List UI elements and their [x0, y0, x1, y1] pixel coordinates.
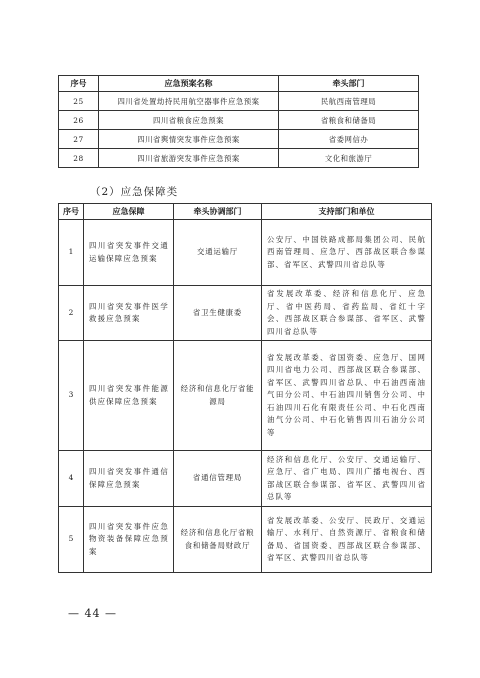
plan-table-2 — [58, 203, 432, 573]
row-lead-dept: 交通运输厅 — [174, 220, 262, 286]
page-number: — 44 — — [68, 607, 117, 620]
table-row — [59, 451, 432, 507]
table-row — [59, 92, 419, 111]
column-header-plan-name: 应急预案名称 — [99, 76, 279, 92]
row-no: 5 — [59, 507, 84, 573]
row-no: 26 — [59, 111, 99, 130]
table-row — [59, 341, 432, 451]
column-header-no: 序号 — [59, 204, 84, 220]
table-row — [59, 286, 432, 341]
row-plan-name: 四川省突发事件医学救援应急预案 — [84, 286, 174, 341]
row-support-units: 经济和信息化厅、公安厅、交通运输厅、应急厅、省广电局、四川广播电视台、西部战区联合参谋部、省军区、武警四川省总队等 — [262, 451, 432, 507]
row-lead-dept: 省粮食和储备局 — [279, 111, 419, 130]
row-plan-name: 四川省突发事件通信保障应急预案 — [84, 451, 174, 507]
row-lead-dept: 民航西南管理局 — [279, 92, 419, 111]
section-title: （2）应急保障类 — [90, 186, 179, 198]
row-lead-dept: 文化和旅游厅 — [279, 149, 419, 168]
row-no: 2 — [59, 286, 84, 341]
row-support-units: 省发展改革委、省国资委、应急厅、国网四川省电力公司、西部战区联合参谋部、省军区、武警四川省总队、中石油西南油气田分公司、中石油四川销售分公司、中石油四川石化有限责任公司、中石化西南油气分公司、中石化销售四川石油分公司等 — [262, 341, 432, 451]
row-lead-dept: 省卫生健康委 — [174, 286, 262, 341]
row-support-units: 公安厅、中国铁路成都局集团公司、民航西南管理局、应急厅、西部战区联合参谋部、省军区、武警四川省总队等 — [262, 220, 432, 286]
table-row — [59, 130, 419, 149]
table-header-row — [59, 76, 419, 92]
row-no: 1 — [59, 220, 84, 286]
row-no: 4 — [59, 451, 84, 507]
table-header-row — [59, 204, 432, 220]
row-support-units: 省发展改革委、经济和信息化厅、应急厅、省中医药局、省药监局、省红十字会、西部战区联合参谋部、省军区、武警四川省总队等 — [262, 286, 432, 341]
row-plan-name: 四川省处置劫持民用航空器事件应急预案 — [99, 92, 279, 111]
column-header-support-units: 支持部门和单位 — [262, 204, 432, 220]
column-header-no: 序号 — [59, 76, 99, 92]
table-row — [59, 149, 419, 168]
column-header-lead-coord-dept: 牵头协调部门 — [174, 204, 262, 220]
row-plan-name: 四川省突发事件能源供应保障应急预案 — [84, 341, 174, 451]
plan-table-1 — [58, 75, 419, 168]
row-plan-name: 四川省舆情突发事件应急预案 — [99, 130, 279, 149]
table-row — [59, 111, 419, 130]
row-plan-name: 四川省突发事件交通运输保障应急预案 — [84, 220, 174, 286]
row-no: 3 — [59, 341, 84, 451]
column-header-lead-dept: 牵头部门 — [279, 76, 419, 92]
row-lead-dept: 经济和信息化厅省能源局 — [174, 341, 262, 451]
row-no: 27 — [59, 130, 99, 149]
row-support-units: 省发展改革委、公安厅、民政厅、交通运输厅、水利厅、自然资源厅、省粮食和储备局、省国资委、西部战区联合参谋部、省军区、武警四川省总队等 — [262, 507, 432, 573]
row-plan-name: 四川省旅游突发事件应急预案 — [99, 149, 279, 168]
table-row — [59, 220, 432, 286]
row-no: 25 — [59, 92, 99, 111]
table-row — [59, 507, 432, 573]
row-lead-dept: 省通信管理局 — [174, 451, 262, 507]
row-lead-dept: 经济和信息化厅省粮食和储备局财政厅 — [174, 507, 262, 573]
row-plan-name: 四川省粮食应急预案 — [99, 111, 279, 130]
row-no: 28 — [59, 149, 99, 168]
row-plan-name: 四川省突发事件应急物资装备保障应急预案 — [84, 507, 174, 573]
row-lead-dept: 省委网信办 — [279, 130, 419, 149]
column-header-guarantee: 应急保障 — [84, 204, 174, 220]
